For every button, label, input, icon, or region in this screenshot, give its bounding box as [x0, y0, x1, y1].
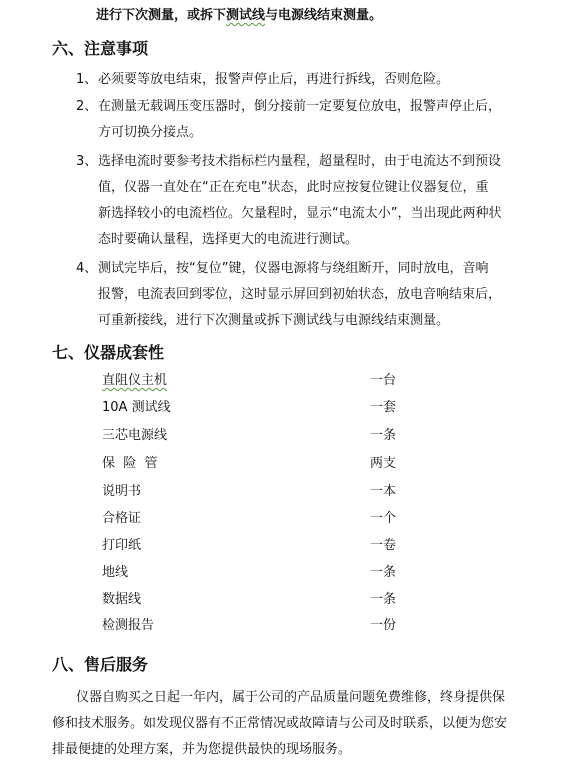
- kit-item-name: 检测报告: [102, 618, 155, 633]
- kit-item-qty: 一套: [370, 400, 397, 415]
- kit-item-qty: 一台: [370, 373, 397, 388]
- kit-item-qty: 一条: [370, 592, 397, 607]
- service-line2: 修和技术服务。如发现仪器有不正常情况或故障请与公司及时联系，以便为您安: [52, 716, 508, 731]
- kit-item-name: 合格证: [102, 511, 142, 526]
- top-continuation-line: [96, 4, 382, 23]
- section6-title: 六、注意事项: [52, 39, 149, 58]
- item4-line1: 测试完毕后，按“复位”键，仪器电源将与绕组断开，同时放电，音响: [98, 261, 489, 276]
- kit-item-name: 10A 测试线: [102, 400, 171, 415]
- top-line-underlined: 测试线: [226, 8, 266, 23]
- top-line-after: 与电源线结束测量。: [265, 8, 383, 23]
- service-line3: 排最便捷的处理方案，并为您提供最快的现场服务。: [52, 742, 352, 757]
- item3-line2: 值，仪器一直处在“正在充电”状态，此时应按复位键让仪器复位，重: [98, 180, 489, 195]
- item3-line1: 选择电流时要参考技术指标栏内量程，超量程时，由于电流达不到预设: [98, 154, 502, 169]
- kit-item-qty: 一本: [370, 484, 397, 499]
- kit-item-name: 说明书: [102, 484, 142, 499]
- kit-item-name: 数据线: [102, 592, 142, 607]
- top-line-before: 进行下次测量，或拆下: [96, 8, 227, 23]
- kit-item-name: 保 险 管: [102, 456, 158, 471]
- item2-number: 2、: [76, 99, 98, 114]
- service-line1: 仪器自购买之日起一年内，属于公司的产品质量问题免费维修，终身提供保: [76, 690, 506, 705]
- item3-number: 3、: [76, 154, 98, 169]
- kit-item-qty: 两支: [370, 456, 397, 471]
- kit-item-qty: 一条: [370, 428, 397, 443]
- item3-line3: 新选择较小的电流档位。欠量程时，显示“电流太小”，当出现此两种状: [98, 206, 502, 221]
- item1-number: 1、: [76, 72, 98, 87]
- kit-item-name: [102, 369, 167, 388]
- item4-line2: 报警，电流表回到零位，这时显示屏回到初始状态，放电音响结束后，: [98, 287, 502, 302]
- kit-item-name: 地线: [102, 565, 129, 580]
- kit-item-name: 打印纸: [102, 538, 142, 553]
- kit-item-qty: 一份: [370, 618, 397, 633]
- item4-line3: 可重新接线，进行下次测量或拆下测试线与电源线结束测量。: [98, 313, 450, 328]
- item3-line4: 态时要确认量程，选择更大的电流进行测试。: [98, 232, 359, 247]
- item2-line2: 方可切换分接点。: [98, 125, 203, 140]
- kit-item-qty: 一卷: [370, 538, 397, 553]
- kit-item-name-text: 直阻仪主机: [102, 373, 168, 388]
- kit-item-qty: 一个: [370, 511, 397, 526]
- item4-number: 4、: [76, 261, 98, 276]
- item1-line1: 必须要等放电结束，报警声停止后，再进行拆线，否则危险。: [98, 72, 450, 87]
- item2-line1: 在测量无载调压变压器时，倒分接前一定要复位放电，报警声停止后，: [98, 99, 502, 114]
- kit-item-qty: 一条: [370, 565, 397, 580]
- section7-title: 七、仪器成套性: [52, 343, 165, 362]
- kit-item-name: 三芯电源线: [102, 428, 168, 443]
- section8-title: 八、售后服务: [52, 655, 149, 674]
